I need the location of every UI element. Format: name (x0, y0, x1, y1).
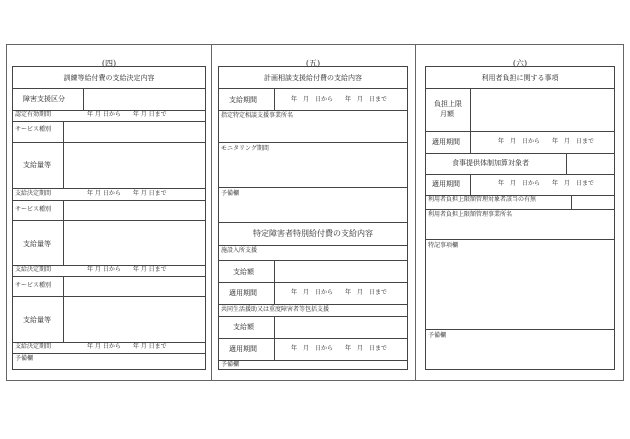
amount-label-2: 支給量等 (23, 240, 51, 248)
monthly-cap-label-2: 月額 (440, 110, 454, 118)
panel-user-burden (425, 44, 615, 381)
decision-period-dates-1: 年 月 日から 年 月 日まで (87, 190, 167, 197)
cert-period-dates: 年 月 日から 年 月 日まで (87, 111, 167, 118)
service-type-label-1: サービス種別 (15, 126, 52, 133)
applicable-period-label-1: 適用期間 (432, 138, 460, 146)
notes-label: 予備欄 (221, 190, 240, 197)
payment-period-dates: 年 月 日から 年 月 日まで (291, 96, 388, 103)
training-benefits-table (12, 66, 206, 370)
disability-class-label: 障害支援区分 (23, 95, 65, 103)
group-home-label: 共同生活援助又は重度障害者等包括支援 (221, 306, 330, 313)
decision-period-label-2: 支給決定期間 (15, 266, 52, 273)
applicable-period-label-2: 適用期間 (229, 345, 257, 353)
cap-management-office-label: 利用者負担上限額管理事業所名 (428, 211, 513, 218)
applicable-period-dates-2: 年 月 日から 年 月 日まで (498, 180, 595, 187)
panel-header: (四) (101, 59, 117, 68)
fold-line-2 (415, 44, 416, 381)
payment-amount-label-2: 支給額 (233, 323, 254, 331)
decision-period-dates-2: 年 月 日から 年 月 日まで (87, 266, 167, 273)
applicable-period-dates-2: 年 月 日から 年 月 日まで (291, 345, 388, 352)
special-benefit-table (218, 260, 408, 370)
notes-label: 予備欄 (428, 332, 447, 339)
section-title: 計画相談支援給付費の支給内容 (264, 74, 362, 82)
facility-support-label: 施設入所支援 (221, 247, 258, 254)
panel-consultation-benefits (218, 44, 408, 381)
applicable-period-label-1: 適用期間 (229, 289, 257, 297)
applicable-period-dates-1: 年 月 日から 年 月 日まで (291, 289, 388, 296)
service-type-label-2: サービス種別 (15, 206, 52, 213)
payment-period-label: 支給期間 (229, 96, 257, 104)
panel-training-benefits (12, 44, 206, 381)
panel-header: (六) (512, 59, 528, 68)
applicable-period-dates-1: 年 月 日から 年 月 日まで (498, 138, 595, 145)
meal-provision-label: 食事提供体制加算対象者 (452, 159, 529, 167)
cert-period-label: 認定有効期間 (15, 111, 52, 118)
consultation-table (218, 66, 408, 261)
amount-label-1: 支給量等 (23, 161, 51, 169)
section-title: 利用者負担に関する事項 (481, 74, 559, 82)
special-notes-label: 特記事項欄 (428, 242, 459, 249)
cap-management-flag-label: 利用者負担上限額管理対象者該当の有無 (428, 196, 537, 203)
payment-amount-label-1: 支給額 (233, 268, 254, 276)
section-title: 訓練等給付費の支給決定内容 (63, 74, 155, 82)
decision-period-label-3: 支給決定期間 (15, 343, 52, 350)
monthly-cap-label: 負担上限 (434, 100, 462, 108)
decision-period-label-1: 支給決定期間 (15, 190, 52, 197)
special-benefit-title: 特定障害者特別給付費の支給内容 (253, 229, 373, 238)
amount-label-3: 支給量等 (23, 316, 51, 324)
designated-office-label: 指定特定相談支援事業所名 (221, 112, 294, 119)
panel-header: (五) (305, 59, 321, 68)
service-type-label-3: サービス種別 (15, 282, 52, 289)
fold-line-1 (211, 44, 212, 381)
applicable-period-label-2: 適用期間 (432, 180, 460, 188)
notes-label-2: 予備欄 (221, 361, 240, 368)
notes-label: 予備欄 (15, 355, 34, 362)
decision-period-dates-3: 年 月 日から 年 月 日まで (87, 343, 167, 350)
user-burden-table (425, 66, 615, 370)
monitoring-period-label: モニタリング期間 (221, 145, 269, 152)
